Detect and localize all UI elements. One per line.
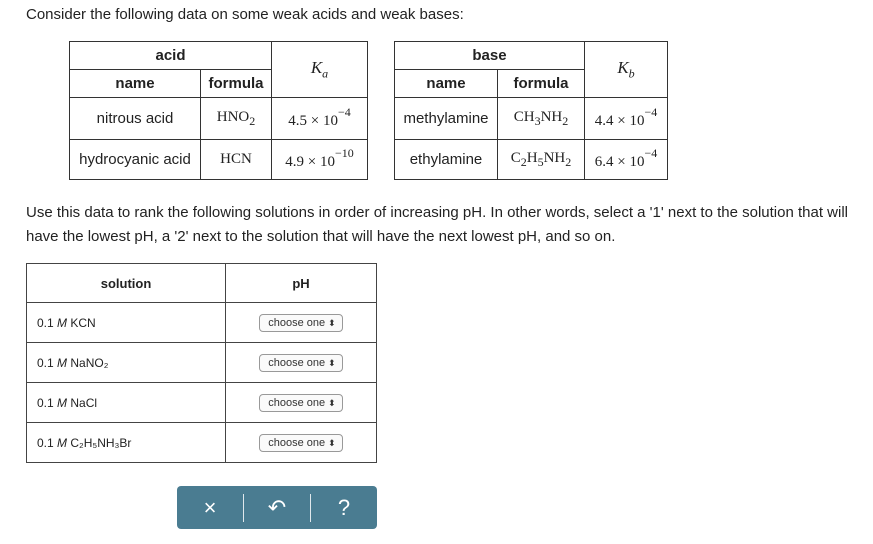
acid-name: hydrocyanic acid xyxy=(70,140,201,180)
acid-name: nitrous acid xyxy=(70,98,201,140)
acid-formula: $HNO_2$ xyxy=(201,98,272,140)
ph-rank-select[interactable]: choose one ⬍ xyxy=(259,354,342,372)
acid-ka: $4.5 \times 10^{-4}$ xyxy=(272,98,368,140)
select-arrows-icon: ⬍ xyxy=(328,397,336,408)
undo-icon: ↶ xyxy=(267,494,287,520)
base-table xyxy=(394,41,668,180)
ka-header: $K_a$ xyxy=(272,42,368,98)
acid-group-header: acid xyxy=(70,42,272,70)
undo-button[interactable] xyxy=(244,486,310,529)
solution-name: 0.1 M C₂H₅NH₃Br xyxy=(27,423,226,463)
solution-name: 0.1 M NaCl xyxy=(27,383,226,423)
base-formula: $CH_3NH_2$ xyxy=(498,98,585,140)
acid-ka: $4.9 \times 10^{-10}$ xyxy=(272,140,368,180)
ph-rank-select[interactable]: choose one ⬍ xyxy=(259,314,342,332)
select-arrows-icon: ⬍ xyxy=(328,357,336,368)
intro-text: Consider the following data on some weak acids and weak bases: xyxy=(26,6,464,23)
kb-header: $K_b$ xyxy=(585,42,668,98)
help-button[interactable] xyxy=(311,486,377,529)
base-formula: $C_2H_5NH_2$ xyxy=(498,140,585,180)
table-row xyxy=(27,423,377,463)
acid-table xyxy=(69,41,368,180)
base-kb: $4.4 \times 10^{-4}$ xyxy=(585,98,668,140)
base-kb: $6.4 \times 10^{-4}$ xyxy=(585,140,668,180)
solution-header: solution xyxy=(27,264,226,303)
table-row xyxy=(27,343,377,383)
clear-button[interactable] xyxy=(177,486,243,529)
solution-name: 0.1 M NaNO₂ xyxy=(27,343,226,383)
ph-rank-select[interactable]: choose one ⬍ xyxy=(259,394,342,412)
base-formula-header: formula xyxy=(498,70,585,98)
base-name: methylamine xyxy=(395,98,498,140)
base-group-header: base xyxy=(395,42,585,70)
base-name: ethylamine xyxy=(395,140,498,180)
acid-formula: HCN xyxy=(201,140,272,180)
base-name-header: name xyxy=(395,70,498,98)
select-arrows-icon: ⬍ xyxy=(328,317,336,328)
solution-name: 0.1 M KCN xyxy=(27,303,226,343)
acid-formula-header: formula xyxy=(201,70,272,98)
help-icon: ? xyxy=(337,494,351,520)
ph-header: pH xyxy=(226,264,377,303)
solutions-table xyxy=(26,263,377,463)
select-arrows-icon: ⬍ xyxy=(328,437,336,448)
acid-name-header: name xyxy=(70,70,201,98)
ph-rank-select[interactable]: choose one ⬍ xyxy=(259,434,342,452)
table-row xyxy=(27,383,377,423)
answer-toolbar xyxy=(177,486,377,529)
instructions-text: Use this data to rank the following solutions in order of increasing pH. In other words, select a '1' next to the solution that will have the lowest pH, a '2' next to the solution that will have the next lowest pH, and so on. xyxy=(26,204,848,245)
table-row xyxy=(27,303,377,343)
close-icon: × xyxy=(203,494,217,520)
